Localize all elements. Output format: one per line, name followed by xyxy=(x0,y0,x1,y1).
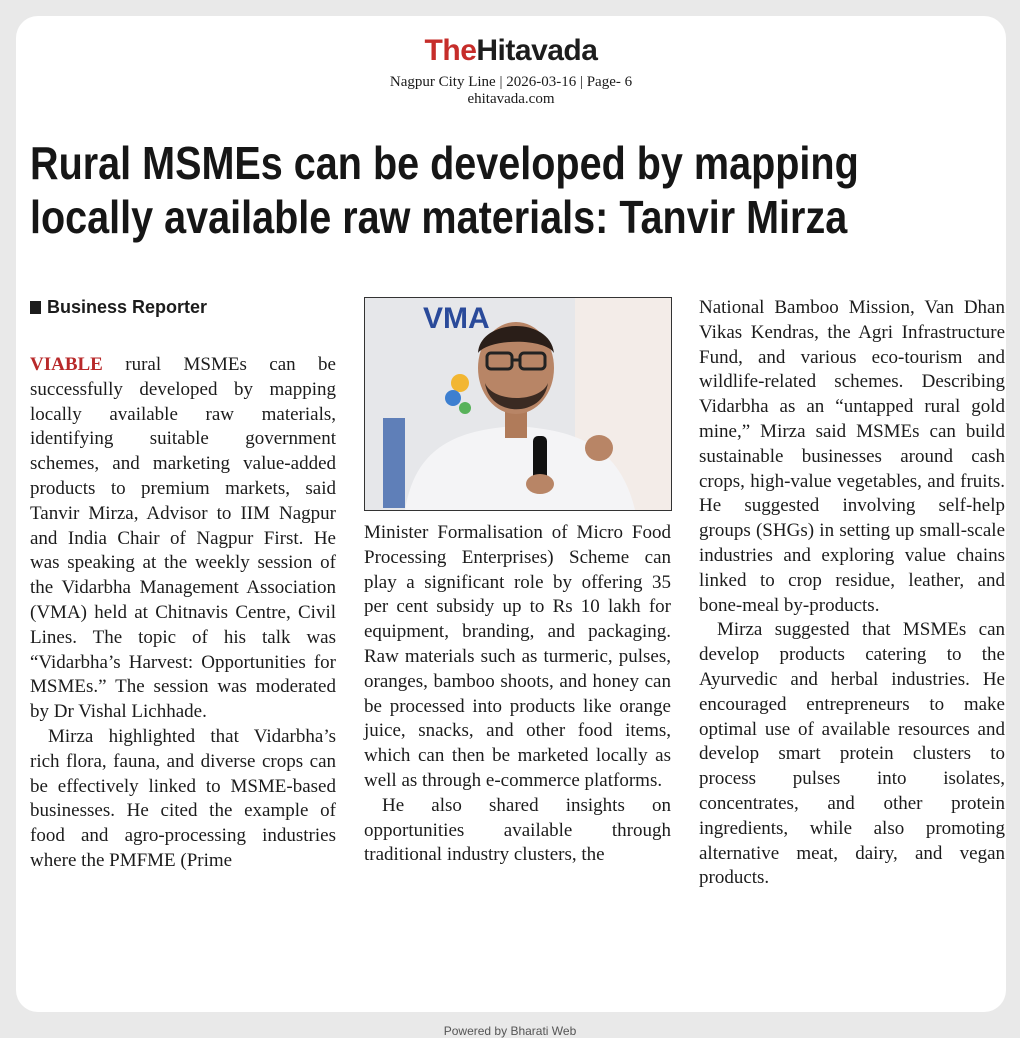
paragraph: National Bamboo Mission, Van Dhan Vikas Kendras, the Agri Infrastructure Fund, and various eco-tourism and wildlife-related schemes. Describing Vidarbha as an “untapped rural gold mine,” Mirza said MSMEs can build sustainable businesses around cash crops, high-value vegetables, and fruits. He suggested involving self-help groups (SHGs) in setting up small-scale industries and exploring value chains linked to crop residue, leather, and bone-meal by-products. xyxy=(699,297,1005,616)
speaker-photo xyxy=(364,297,672,511)
paragraph: He also shared insights on opportunities available through traditional industry clusters, the xyxy=(364,794,671,866)
byline xyxy=(30,297,207,318)
footer-credit: Powered by Bharati Web xyxy=(443,1024,577,1038)
masthead xyxy=(16,34,1006,108)
article-column-3 xyxy=(699,296,1005,891)
byline-text: Business Reporter xyxy=(47,297,208,317)
paragraph: Minister Formalisation of Micro Food Processing Enterprises) Scheme can play a significant role by offering 35 per cent subsidy up to Rs 10 lakh for equipment, branding, and packaging. Raw materials such as turmeric, pulses, oranges, bamboo shoots, and honey can be processed into products like orange juice, snacks, and other food items, which can then be marketed locally as well as through e-commerce platforms. xyxy=(364,522,671,791)
paragraph: Mirza suggested that MSMEs can develop products catering to the Ayurvedic and herbal industries. He encouraged entrepreneurs to make optimal use of available resources and develop smart protein clusters to process pulses into isolates, concentrates, and other protein ingredients, while also promoting alternative meat, dairy, and vegan products. xyxy=(699,619,1005,889)
website-url: ehitavada.com xyxy=(467,91,555,107)
logo-hitavada: Hitavada xyxy=(476,34,598,67)
logo-the: The xyxy=(424,34,477,67)
headline-line-2: locally available raw materials: Tanvir Mirza xyxy=(30,191,848,243)
paragraph-text: rural MSMEs can be successfully developed by mapping locally available raw materials, identifying suitable government schemes, and marketing value-added products to premium markets, said Tanvir Mirza, Advisor to IIM Nagpur and India Chair of Nagpur First. He was speaking at the weekly session of the Vidarbha Management Association (VMA) held at Chitnavis Centre, Civil Lines. The topic of his talk was “Vidarbha’s Harvest: Opportunities for MSMEs.” The session was moderated by Dr Vishal Lichhade. xyxy=(30,354,336,723)
newspaper-logo xyxy=(16,34,1006,68)
speaker-photo-illustration xyxy=(365,298,671,510)
vma-banner-text: VMA xyxy=(423,302,490,335)
paragraph xyxy=(30,353,336,725)
article-column-1 xyxy=(30,353,336,874)
edition-date-page: Nagpur City Line | 2026-03-16 | Page- 6 xyxy=(389,74,633,90)
lead-word: VIABLE xyxy=(30,354,103,375)
article-headline xyxy=(30,136,869,244)
square-bullet-icon xyxy=(30,301,41,314)
newspaper-clipping xyxy=(16,16,1006,1012)
article-column-2 xyxy=(364,521,671,868)
paragraph: Mirza highlighted that Vidarbha’s rich flora, fauna, and diverse crops can be effectively linked to MSME-based businesses. He cited the example of food and agro-processing industries where the PMFME (Prime xyxy=(30,725,336,871)
headline-line-1: Rural MSMEs can be developed by mapping xyxy=(30,137,859,189)
